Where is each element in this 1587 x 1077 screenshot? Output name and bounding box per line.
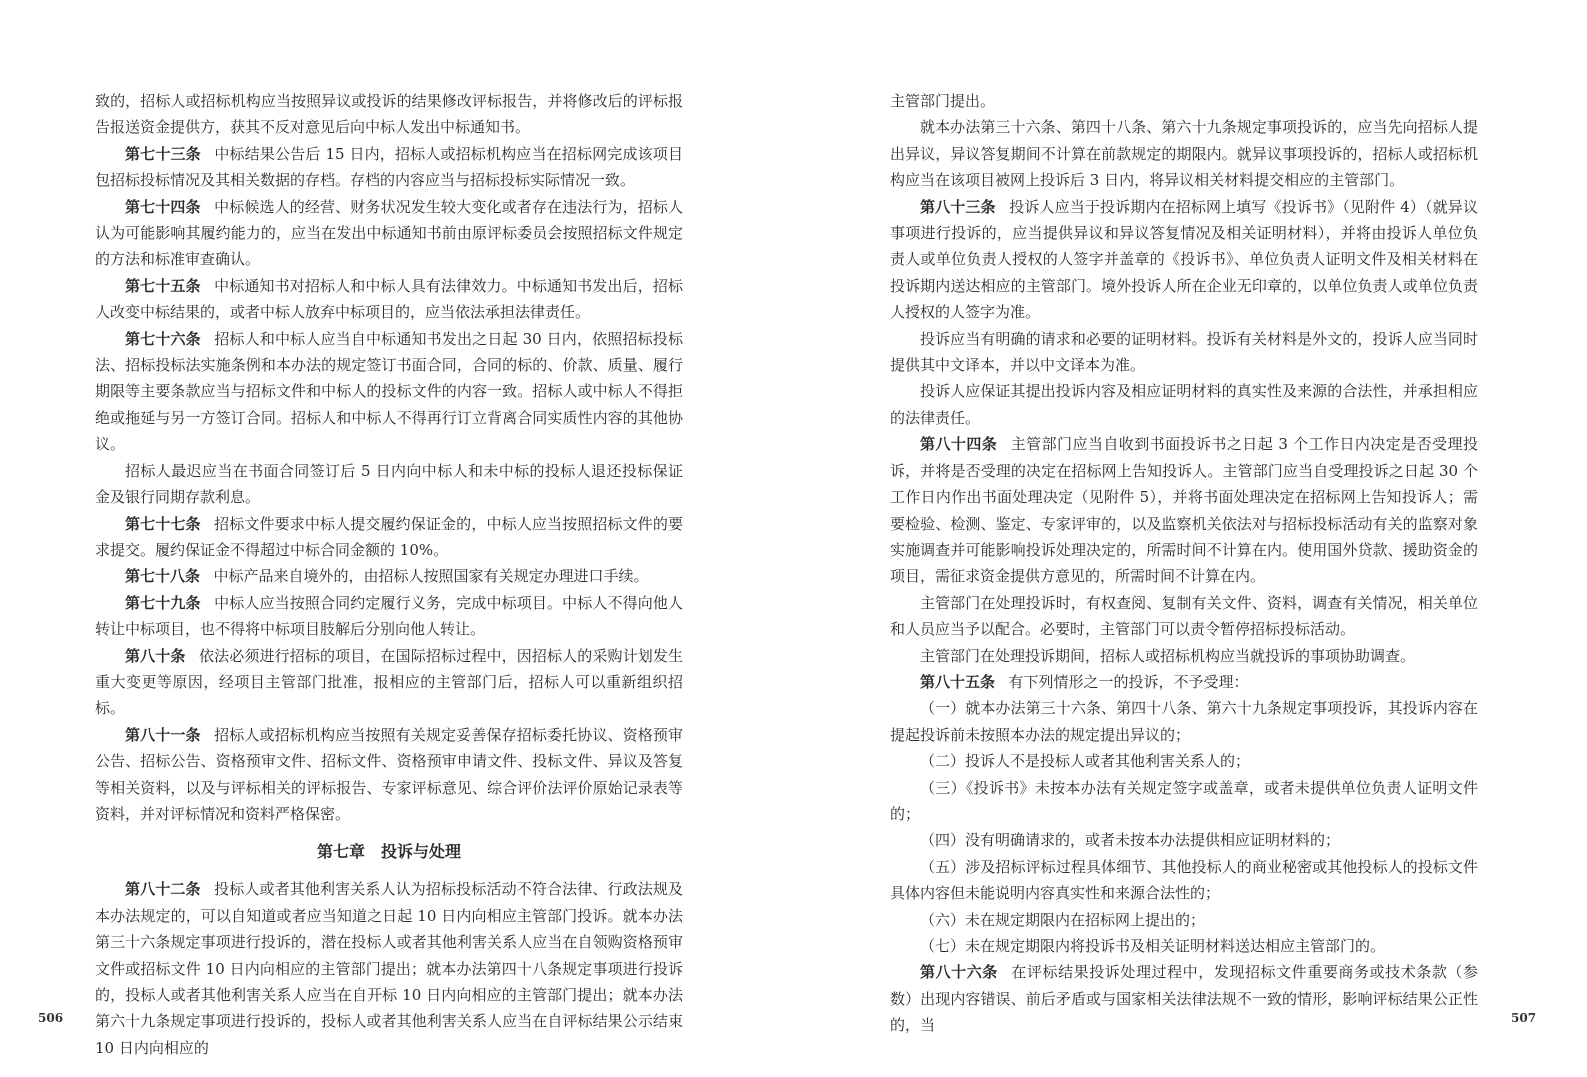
paragraph-text: 投标人或者其他利害关系人认为招标投标活动不符合法律、行政法规及本办法规定的，可以自知道或者应当知道之日起 10 日内向相应主管部门投诉。就本办法第三十六条规定事项进行投诉的，潜在投标人或者其他利害关系人应当在自领购资格预审文件或招标文件 10 日内向相应的主管部门提出；就本办法第四十八条规定事项进行投诉的，投标人或者其他利害关系人应当在自开标 10 日内向相应的主管部门提出；就本办法第六十九条规定事项进行投诉的，投标人或者其他利害关系人应当在自评标结果公示结束 10 日内向相应的 [95, 880, 683, 1057]
paragraph [890, 326, 1478, 379]
page-number-right: 507 [1511, 1011, 1537, 1025]
paragraph-text: 招标人或招标机构应当按照有关规定妥善保存招标委托协议、资格预审公告、招标公告、资格预审文件、招标文件、资格预审申请文件、投标文件、异议及答复等相关资料，以及与评标相关的评标报告、专家评标意见、综合评价法评价原始记录表等资料，并对评标情况和资料严格保密。 [95, 725, 683, 823]
paragraph [890, 378, 1478, 431]
paragraph [890, 933, 1478, 959]
paragraph-text: 中标候选人的经营、财务状况发生较大变化或者存在违法行为，招标人认为可能影响其履约能力的，应当在发出中标通知书前由原评标委员会按照招标文件规定的方法和标准审查确认。 [95, 197, 683, 269]
paragraph [890, 959, 1478, 1038]
paragraph [890, 114, 1478, 193]
paragraph [890, 854, 1478, 907]
paragraph [95, 458, 683, 511]
paragraph-text: 投诉人应保证其提出投诉内容及相应证明材料的真实性及来源的合法性，并承担相应的法律责任。 [890, 382, 1478, 427]
right-paragraphs [890, 88, 1478, 1039]
article-number: 第七十六条 [125, 329, 201, 348]
paragraph [890, 748, 1478, 774]
paragraph [95, 88, 683, 141]
paragraph-text: 依法必须进行招标的项目，在国际招标过程中，因招标人的采购计划发生重大变更等原因，经项目主管部门批准，报相应的主管部门后，招标人可以重新组织招标。 [95, 646, 683, 718]
paragraph [95, 563, 683, 589]
paragraph-text: 投诉应当有明确的请求和必要的证明材料。投诉有关材料是外文的，投诉人应当同时提供其中文译本，并以中文译本为准。 [890, 329, 1478, 375]
paragraph-text: （一）就本办法第三十六条、第四十八条、第六十九条规定事项投诉，其投诉内容在提起投诉前未按照本办法的规定提出异议的； [890, 699, 1478, 744]
paragraph-text: 主管部门在处理投诉期间，招标人或招标机构应当就投诉的事项协助调查。 [920, 646, 1416, 665]
paragraph [95, 876, 683, 1061]
paragraph-text: （五）涉及招标评标过程具体细节、其他投标人的商业秘密或其他投标人的投标文件具体内容但未能说明内容真实性和来源合法性的； [890, 857, 1478, 903]
article-number: 第七十七条 [125, 514, 201, 533]
paragraph-text: 招标人最迟应当在书面合同签订后 5 日内向中标人和未中标的投标人退还投标保证金及银行同期存款利息。 [95, 461, 683, 507]
paragraph-text: （六）未在规定期限内在招标网上提出的； [920, 910, 1206, 929]
paragraph-text: 就本办法第三十六条、第四十八条、第六十九条规定事项投诉的，应当先向招标人提出异议，异议答复期间不计算在前款规定的期限内。就异议事项投诉的，招标人或招标机构应当在该项目被网上投诉后 3 日内，将异议相关材料提交相应的主管部门。 [890, 118, 1478, 190]
article-number: 第八十六条 [920, 963, 998, 982]
paragraph-text: 投诉人应当于投诉期内在招标网上填写《投诉书》（见附件 4）（就异议事项进行投诉的，应当提供异议和异议答复情况及相关证明材料），并将由投诉人单位负责人或单位负责人授权的人签字并盖章的《投诉书》、单位负责人证明文件及相关材料在投诉期内送达相应的主管部门。境外投诉人所在企业无印章的，以单位负责人或单位负责人授权的人签字为准。 [890, 197, 1478, 322]
paragraph [890, 88, 1478, 114]
right-text-column [890, 88, 1478, 1039]
article-number: 第八十四条 [920, 435, 998, 454]
paragraph [95, 273, 683, 326]
paragraph [95, 141, 683, 194]
paragraph-text: （四）没有明确请求的，或者未按本办法提供相应证明材料的； [920, 831, 1341, 850]
paragraph-text: 有下列情形之一的投诉，不予受理： [1008, 672, 1249, 691]
paragraph-text: 在评标结果投诉处理过程中，发现招标文件重要商务或技术条款（参数）出现内容错误、前后矛盾或与国家相关法律法规不一致的情形，影响评标结果公正性的，当 [890, 963, 1478, 1035]
right-page [794, 0, 1587, 1077]
article-number: 第八十三条 [920, 197, 996, 216]
article-number: 第七十五条 [125, 276, 201, 295]
left-text-column [95, 88, 683, 1061]
paragraph [890, 827, 1478, 853]
paragraph [95, 194, 683, 273]
paragraph [95, 326, 683, 458]
article-number: 第八十二条 [125, 880, 201, 899]
paragraph [890, 695, 1478, 748]
paragraph-text: 主管部门应当自收到书面投诉书之日起 3 个工作日内决定是否受理投诉，并将是否受理的决定在招标网上告知投诉人。主管部门应当自受理投诉之日起 30 个工作日内作出书面处理决定（见附件 5），并将书面处理决定在招标网上告知投诉人；需要检验、检测、鉴定、专家评审的，以及监察机关依法对与招标投标活动有关的监察对象实施调查并可能影响投诉处理决定的，所需时间不计算在内。使用国外贷款、援助资金的项目，需征求资金提供方意见的，所需时间不计算在内。 [890, 435, 1478, 586]
paragraph-text: （三）《投诉书》未按本办法有关规定签字或盖章，或者未提供单位负责人证明文件的； [890, 778, 1478, 823]
paragraph-text: 中标人应当按照合同约定履行义务，完成中标项目。中标人不得向他人转让中标项目，也不得将中标项目肢解后分别向他人转让。 [95, 593, 683, 639]
article-number: 第七十三条 [125, 144, 201, 163]
article-number: 第七十九条 [125, 593, 201, 612]
paragraph-text: 主管部门提出。 [890, 92, 996, 110]
article-number: 第八十条 [125, 646, 186, 665]
paragraph [890, 775, 1478, 828]
paragraph [890, 590, 1478, 643]
paragraph [95, 511, 683, 564]
paragraph-text: 招标人和中标人应当自中标通知书发出之日起 30 日内，依照招标投标法、招标投标法实施条例和本办法的规定签订书面合同，合同的标的、价款、质量、履行期限等主要条款应当与招标文件和中标人的投标文件的内容一致。招标人或中标人不得拒绝或拖延与另一方签订合同。招标人和中标人不得再行订立背离合同实质性内容的其他协议。 [95, 329, 683, 454]
article-number: 第八十一条 [125, 725, 201, 744]
paragraph-text: 中标产品来自境外的，由招标人按照国家有关规定办理进口手续。 [213, 567, 649, 586]
paragraph-text: 中标结果公告后 15 日内，招标人或招标机构应当在招标网完成该项目包招标投标情况及其相关数据的存档。存档的内容应当与招标投标实际情况一致。 [95, 144, 683, 190]
paragraph [95, 722, 683, 828]
left-page [0, 0, 793, 1077]
paragraph [95, 590, 683, 643]
chapter-heading: 第七章 投诉与处理 [316, 842, 461, 862]
paragraph-text: （二）投诉人不是投标人或者其他利害关系人的； [920, 752, 1251, 771]
paragraph-text: 主管部门在处理投诉时，有权查阅、复制有关文件、资料，调查有关情况，相关单位和人员应当予以配合。必要时，主管部门可以责令暂停招标投标活动。 [890, 593, 1478, 639]
paragraph [890, 643, 1478, 669]
paragraph-text: （七）未在规定期限内将投诉书及相关证明材料送达相应主管部门的。 [920, 937, 1386, 955]
paragraph [890, 194, 1478, 326]
left-paragraphs-after [95, 876, 683, 1061]
paragraph-text: 致的，招标人或招标机构应当按照异议或投诉的结果修改评标报告，并将修改后的评标报告报送资金提供方，获其不反对意见后向中标人发出中标通知书。 [95, 92, 683, 137]
page-number-left: 506 [38, 1011, 64, 1025]
paragraph-text: 招标文件要求中标人提交履约保证金的，中标人应当按照招标文件的要求提交。履约保证金不得超过中标合同金额的 10%。 [95, 514, 683, 559]
article-number: 第七十四条 [125, 197, 201, 216]
left-paragraphs [95, 88, 683, 827]
paragraph [890, 907, 1478, 933]
paragraph [890, 431, 1478, 589]
article-number: 第七十八条 [125, 567, 201, 586]
article-number: 第八十五条 [920, 672, 996, 691]
paragraph [890, 669, 1478, 695]
paragraph [95, 643, 683, 722]
paragraph-text: 中标通知书对招标人和中标人具有法律效力。中标通知书发出后，招标人改变中标结果的，或者中标人放弃中标项目的，应当依法承担法律责任。 [95, 276, 683, 322]
